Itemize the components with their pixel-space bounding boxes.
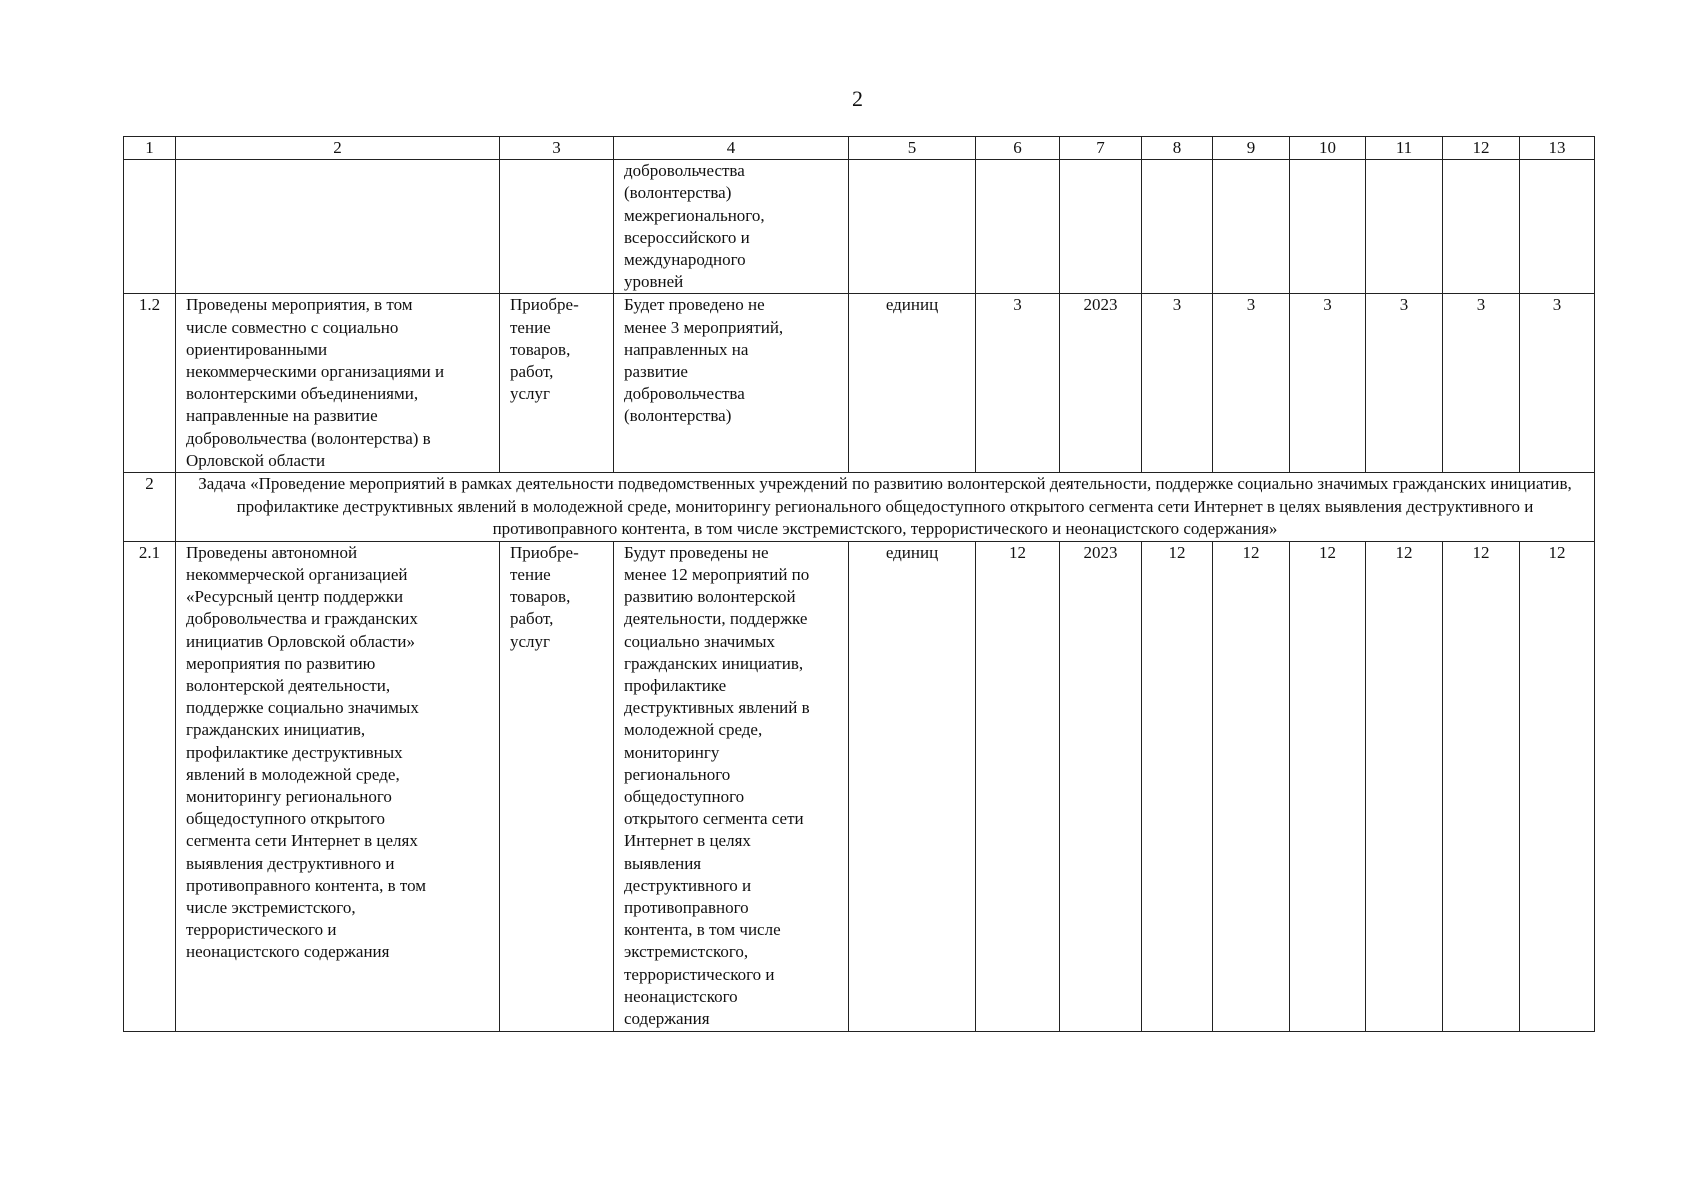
base-year-cell: 2023 (1060, 294, 1142, 473)
characteristic-cell: добровольчества (волонтерства) межрегионального, всероссийского и международного уровней (614, 160, 849, 294)
value-cell (1213, 160, 1290, 294)
characteristic-cell: Будет проведено не менее 3 мероприятий, направленных на развитие добровольчества (волонтерства) (614, 294, 849, 473)
column-number: 8 (1142, 137, 1213, 160)
row-number: 1.2 (124, 294, 176, 473)
base-value-cell (976, 160, 1060, 294)
base-value-cell: 12 (976, 541, 1060, 1031)
column-number: 3 (500, 137, 614, 160)
value-cell (1366, 160, 1443, 294)
type-cell: Приобре- тение товаров, работ, услуг (500, 541, 614, 1031)
result-cell (176, 160, 500, 294)
type-cell (500, 160, 614, 294)
base-year-cell (1060, 160, 1142, 294)
unit-cell: единиц (849, 541, 976, 1031)
value-cell: 3 (1290, 294, 1366, 473)
column-number: 6 (976, 137, 1060, 160)
task-number: 2 (124, 473, 176, 542)
column-number: 11 (1366, 137, 1443, 160)
column-number: 13 (1520, 137, 1595, 160)
value-cell: 3 (1443, 294, 1520, 473)
column-number: 12 (1443, 137, 1520, 160)
row-number (124, 160, 176, 294)
type-cell: Приобре- тение товаров, работ, услуг (500, 294, 614, 473)
value-cell: 12 (1213, 541, 1290, 1031)
value-cell: 3 (1142, 294, 1213, 473)
base-value-cell: 3 (976, 294, 1060, 473)
result-cell: Проведены мероприятия, в том числе совместно с социально ориентированными некоммерческими организациями и волонтерскими объединениями, направленные на развитие добровольчества (волонтерства) в Орловской области (176, 294, 500, 473)
column-numbers-row (124, 137, 1595, 160)
value-cell: 3 (1366, 294, 1443, 473)
column-number: 9 (1213, 137, 1290, 160)
base-year-cell: 2023 (1060, 541, 1142, 1031)
column-number: 2 (176, 137, 500, 160)
value-cell (1142, 160, 1213, 294)
value-cell: 3 (1213, 294, 1290, 473)
table-row (124, 160, 1595, 294)
value-cell: 3 (1520, 294, 1595, 473)
column-number: 10 (1290, 137, 1366, 160)
page-number: 2 (852, 86, 863, 111)
value-cell: 12 (1520, 541, 1595, 1031)
value-cell (1520, 160, 1595, 294)
table-row (124, 294, 1595, 473)
task-row (124, 473, 1595, 542)
value-cell: 12 (1366, 541, 1443, 1031)
result-cell: Проведены автономной некоммерческой организацией «Ресурсный центр поддержки добровольчества и гражданских инициатив Орловской области» мероприятия по развитию волонтерской деятельности, поддержке социально значимых гражданских инициатив, профилактике деструктивных явлений в молодежной среде, мониторингу регионального общедоступного открытого сегмента сети Интернет в целях выявления деструктивного и противоправного контента, в том числе экстремистского, террористического и неонацистского содержания (176, 541, 500, 1031)
unit-cell: единиц (849, 294, 976, 473)
column-number: 5 (849, 137, 976, 160)
value-cell: 12 (1290, 541, 1366, 1031)
table-row (124, 541, 1595, 1031)
task-description: Задача «Проведение мероприятий в рамках деятельности подведомственных учреждений по развитию волонтерской деятельности, поддержке социально значимых гражданских инициатив, профилактике деструктивных явлений в молодежной среде, мониторингу регионального общедоступного открытого сегмента сети Интернет в целях выявления деструктивного и противоправного контента, в том числе экстремистского, террористического и неонацистского содержания» (176, 473, 1595, 542)
characteristic-cell: Будут проведены не менее 12 мероприятий по развитию волонтерской деятельности, поддержке социально значимых гражданских инициатив, профилактике деструктивных явлений в молодежной среде, мониторингу регионального общедоступного открытого сегмента сети Интернет в целях выявления деструктивного и противоправного контента, в том числе экстремистского, террористического и неонацистского содержания (614, 541, 849, 1031)
row-number: 2.1 (124, 541, 176, 1031)
value-cell (1290, 160, 1366, 294)
unit-cell (849, 160, 976, 294)
value-cell (1443, 160, 1520, 294)
column-number: 1 (124, 137, 176, 160)
column-number: 7 (1060, 137, 1142, 160)
value-cell: 12 (1443, 541, 1520, 1031)
column-number: 4 (614, 137, 849, 160)
indicators-table (123, 136, 1595, 1032)
value-cell: 12 (1142, 541, 1213, 1031)
